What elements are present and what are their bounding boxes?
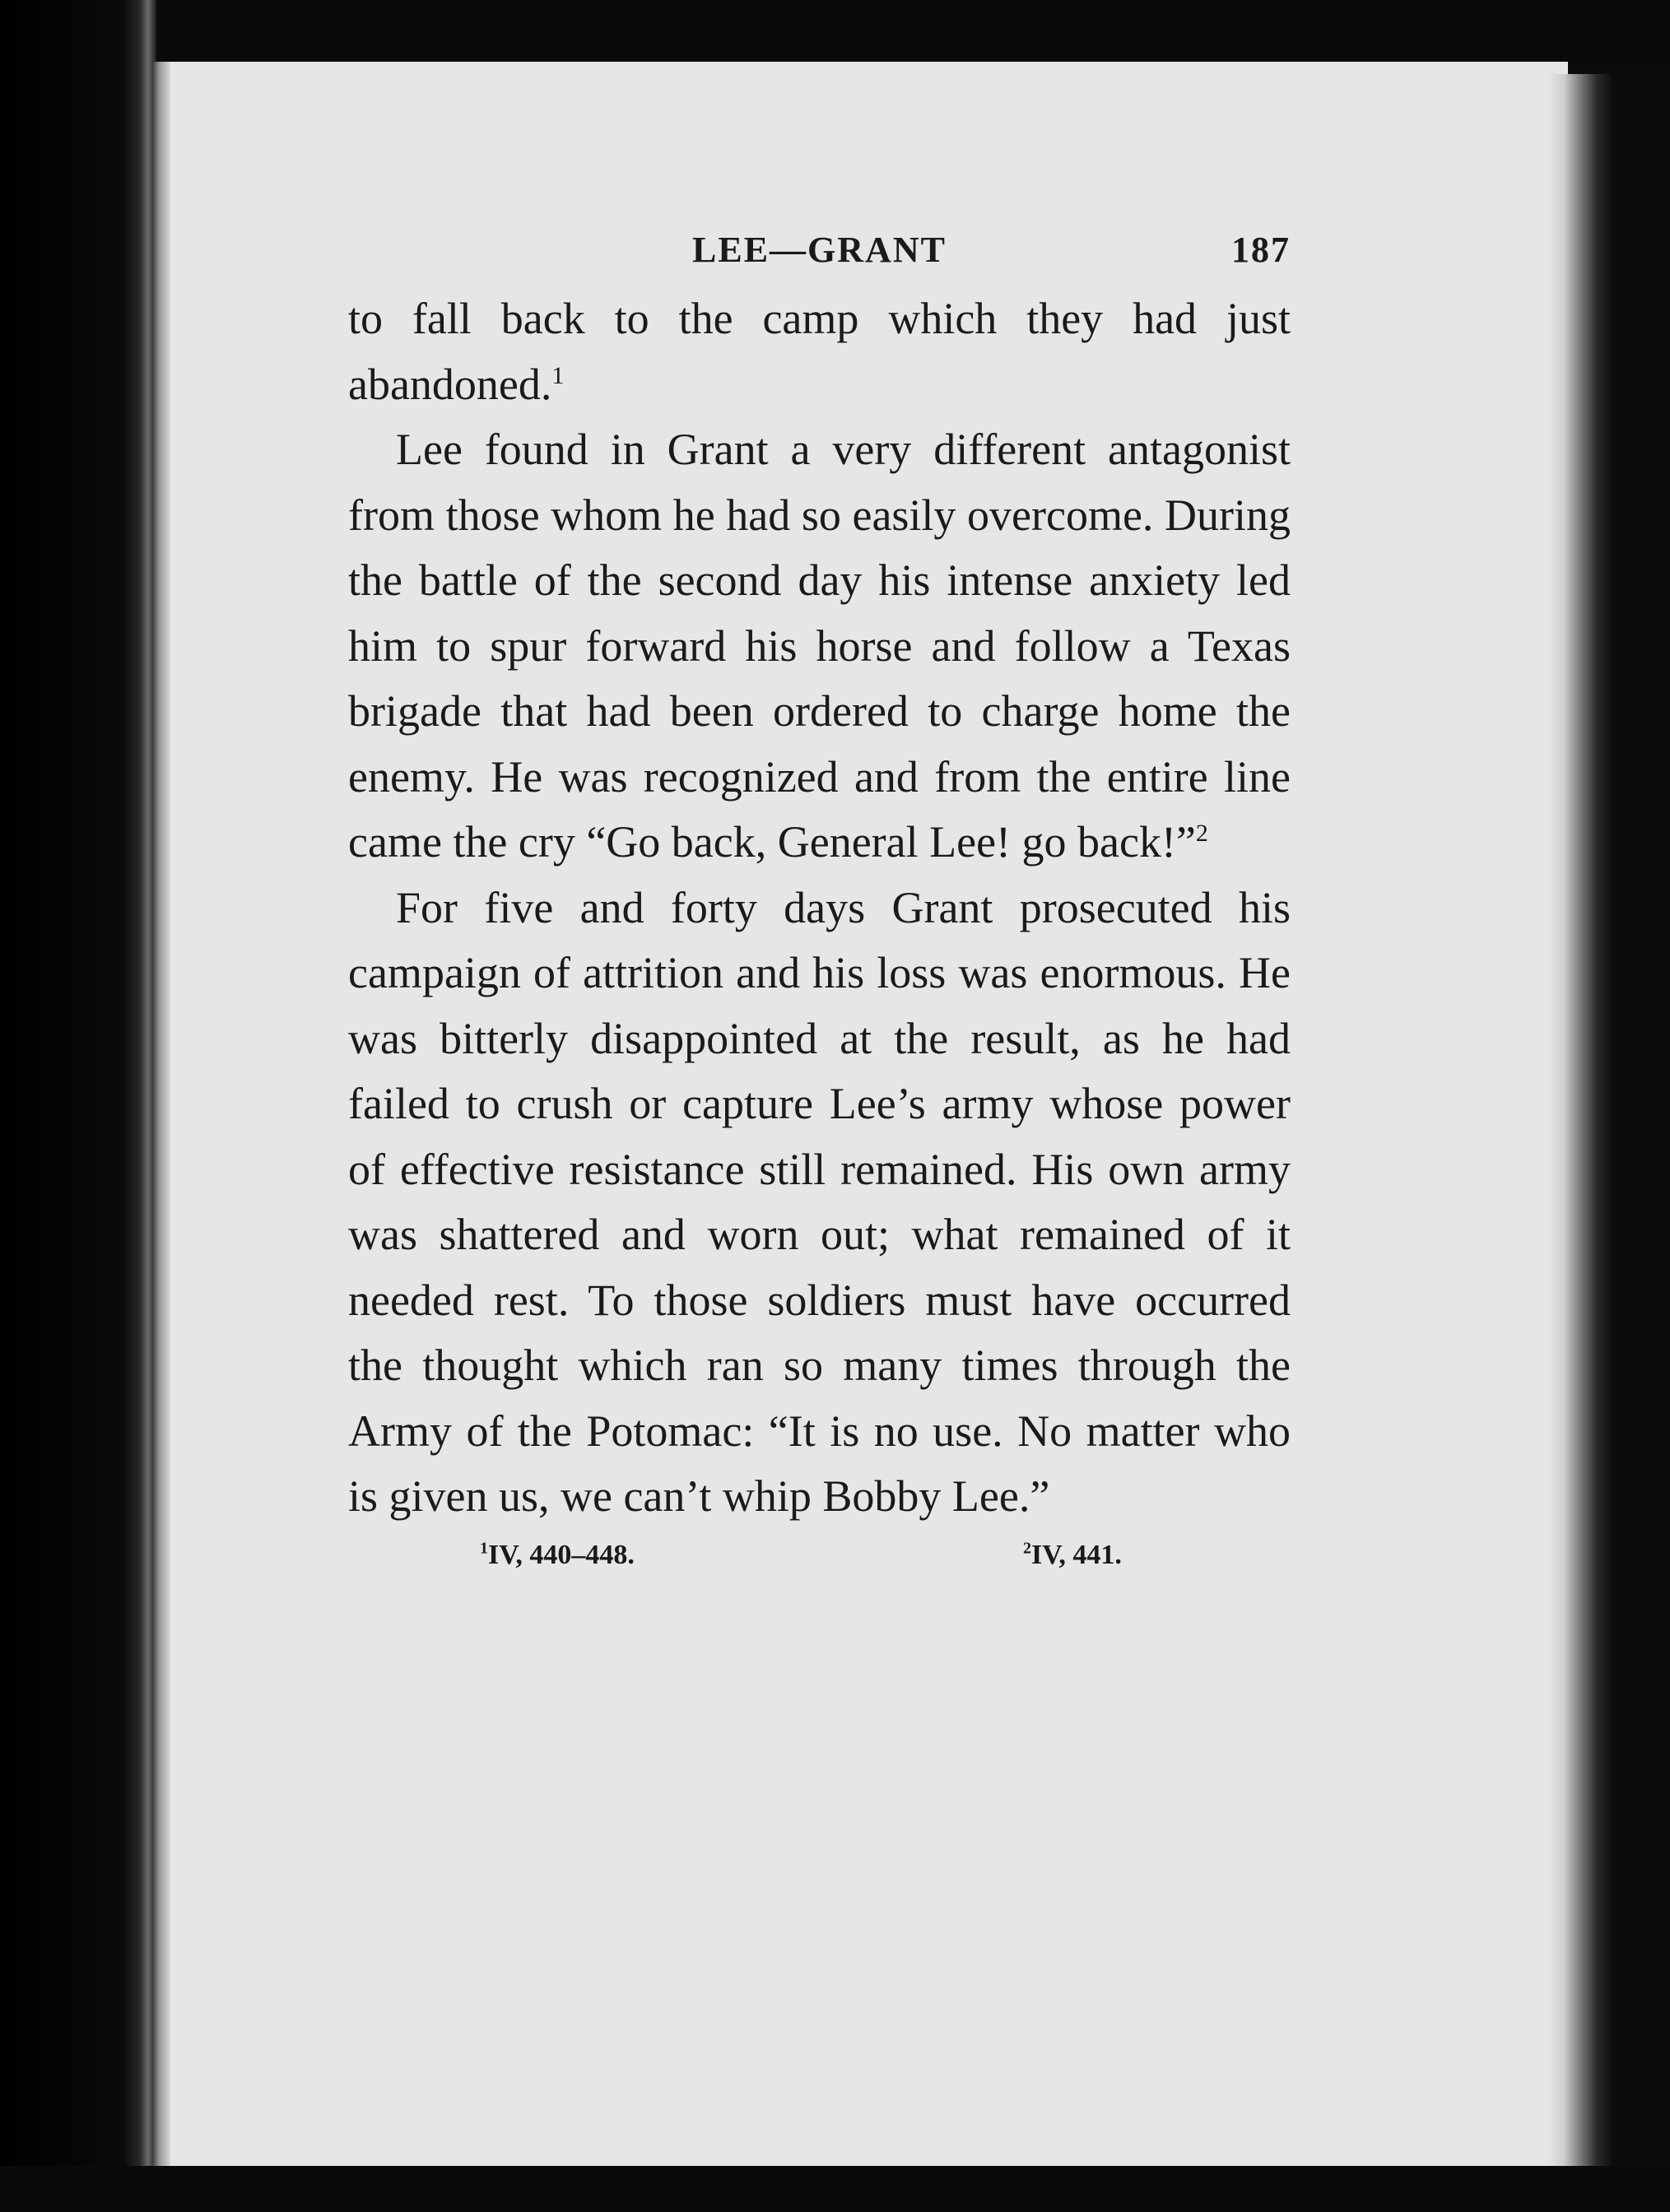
- book-binding-edge: [0, 0, 156, 2212]
- page-content: [348, 221, 1291, 1589]
- page-gutter-shadow: [152, 62, 170, 2168]
- paragraph: For five and forty days Grant prosecuted his campaign of attrition and his loss was enormous. He was bitterly disappointed at the result, as he had failed to crush or capture Lee’s army whose power of effective resistance still remained. His own army was shattered and worn out; what remained of it needed rest. To those soldiers must have occurred the thought which ran so many times through the Army of the Potomac: “It is no use. No matter who is given us, we can’t whip Bobby Lee.”: [348, 882, 1291, 1521]
- paragraph: Lee found in Grant a very different antagonist from those whom he had so easily overcome. During the battle of the second day his intense anxiety led him to spur forward his horse and follow a Texas brigade that had been ordered to charge home the enemy. He was recognized and from the entire line came the cry “Go back, General Lee! go back!”$^2$: [348, 425, 1291, 867]
- running-title: LEE—GRANT: [692, 230, 947, 270]
- page-number: 187: [1231, 230, 1291, 270]
- footnote-ref: 1: [551, 361, 565, 389]
- scan-border-bottom: [0, 2166, 1670, 2212]
- paragraph: to fall back to the camp which they had just abandoned.$^1$: [348, 294, 1291, 409]
- body-text: [348, 286, 1291, 1530]
- footnote-ref: 2: [1195, 820, 1208, 847]
- footnote: $^1$IV, 440–448.: [480, 1539, 635, 1570]
- scan-border-top: [0, 0, 1670, 64]
- footnotes: [348, 1540, 1291, 1589]
- running-header: [348, 221, 1291, 286]
- footnote: $^2$IV, 441.: [1023, 1539, 1122, 1570]
- page-fore-edge: [1547, 74, 1613, 2181]
